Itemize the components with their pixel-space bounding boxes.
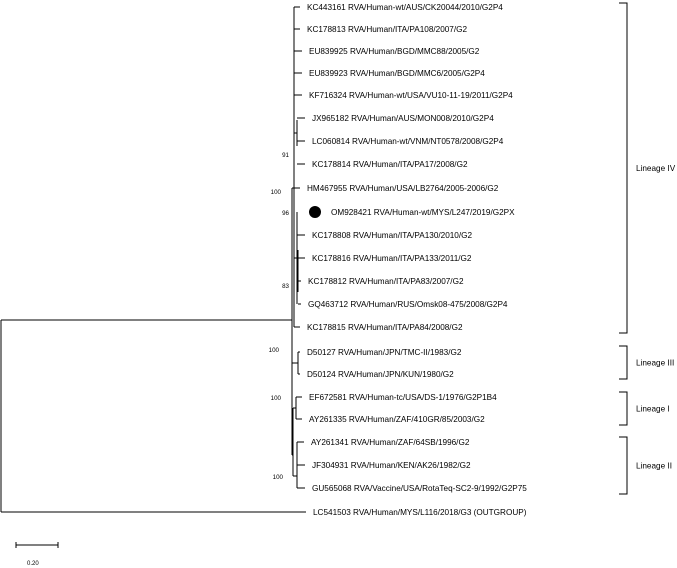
leaf-label-kc178814: KC178814 RVA/Human/ITA/PA17/2008/G2 — [312, 160, 468, 169]
bootstrap-b96: 96 — [282, 210, 289, 217]
leaf-label-kc178815: KC178815 RVA/Human/ITA/PA84/2008/G2 — [307, 323, 463, 332]
leaf-label-eu839923: EU839923 RVA/Human/BGD/MMC6/2005/G2P4 — [309, 69, 485, 78]
bootstrap-b100a: 100 — [270, 189, 281, 196]
tree-branches — [1, 7, 321, 512]
bootstrap-labels — [269, 152, 290, 481]
lineage-bracket-iv — [619, 3, 627, 333]
leaf-label-d50124: D50124 RVA/Human/JPN/KUN/1980/G2 — [307, 370, 454, 379]
lineage-label-i: Lineage I — [636, 404, 670, 414]
bootstrap-b100d: 100 — [272, 474, 283, 481]
leaf-label-kc178808: KC178808 RVA/Human/ITA/PA130/2010/G2 — [312, 231, 473, 240]
scale-bar-label: 0.20 — [27, 561, 39, 567]
bootstrap-b100c: 100 — [270, 395, 281, 402]
leaf-label-d50127: D50127 RVA/Human/JPN/TMC-II/1983/G2 — [307, 348, 462, 357]
leaf-label-jx965182: JX965182 RVA/Human/AUS/MON008/2010/G2P4 — [312, 114, 494, 123]
leaf-labels — [307, 3, 527, 517]
leaf-label-gu565068: GU565068 RVA/Vaccine/USA/RotaTeq-SC2-9/1992/G2P75 — [312, 484, 527, 493]
leaf-label-ay261341: AY261341 RVA/Human/ZAF/64SB/1996/G2 — [311, 438, 470, 447]
bootstrap-b100b: 100 — [268, 347, 279, 354]
lineage-label-iv: Lineage IV — [636, 164, 676, 173]
lineage-brackets — [619, 3, 627, 494]
bootstrap-b91: 91 — [282, 152, 289, 159]
leaf-label-om928421: OM928421 RVA/Human-wt/MYS/L247/2019/G2PX — [331, 208, 515, 217]
leaf-label-jf304931: JF304931 RVA/Human/KEN/AK26/1982/G2 — [312, 461, 471, 470]
leaf-label-kc178812: KC178812 RVA/Human/ITA/PA83/2007/G2 — [308, 277, 464, 286]
leaf-label-gq463712: GQ463712 RVA/Human/RUS/Omsk08-475/2008/G2P4 — [308, 300, 508, 309]
leaf-label-kf716324: KF716324 RVA/Human-wt/USA/VU10-11-19/2011/G2P4 — [309, 91, 513, 100]
leaf-label-lc060814: LC060814 RVA/Human-wt/VNM/NT0578/2008/G2P4 — [312, 137, 504, 146]
leaf-label-ay261335: AY261335 RVA/Human/ZAF/410GR/85/2003/G2 — [309, 415, 485, 424]
lineage-label-iii: Lineage III — [636, 358, 675, 368]
leaf-label-kc178813: KC178813 RVA/Human/ITA/PA108/2007/G2 — [307, 25, 468, 34]
leaf-label-eu839925: EU839925 RVA/Human/BGD/MMC88/2005/G2 — [309, 47, 480, 56]
lineage-labels — [636, 164, 676, 471]
leaf-label-kc178816: KC178816 RVA/Human/ITA/PA133/2011/G2 — [312, 254, 472, 263]
bootstrap-b83: 83 — [282, 283, 289, 290]
lineage-label-ii: Lineage II — [636, 461, 672, 471]
scale-bar — [16, 542, 58, 567]
lineage-bracket-i — [619, 392, 627, 425]
lineage-bracket-ii — [619, 437, 627, 494]
leaf-label-hm467955: HM467955 RVA/Human/USA/LB2764/2005-2006/G2 — [307, 184, 499, 193]
leaf-label-ef672581: EF672581 RVA/Human-tc/USA/DS-1/1976/G2P1B4 — [309, 393, 497, 402]
leaf-label-kc443161: KC443161 RVA/Human-wt/AUS/CK20044/2010/G2P4 — [307, 3, 503, 12]
highlight-marker — [309, 206, 321, 218]
leaf-label-lc541503: LC541503 RVA/Human/MYS/L116/2018/G3 (OUTGROUP) — [313, 508, 527, 517]
lineage-bracket-iii — [619, 346, 627, 379]
